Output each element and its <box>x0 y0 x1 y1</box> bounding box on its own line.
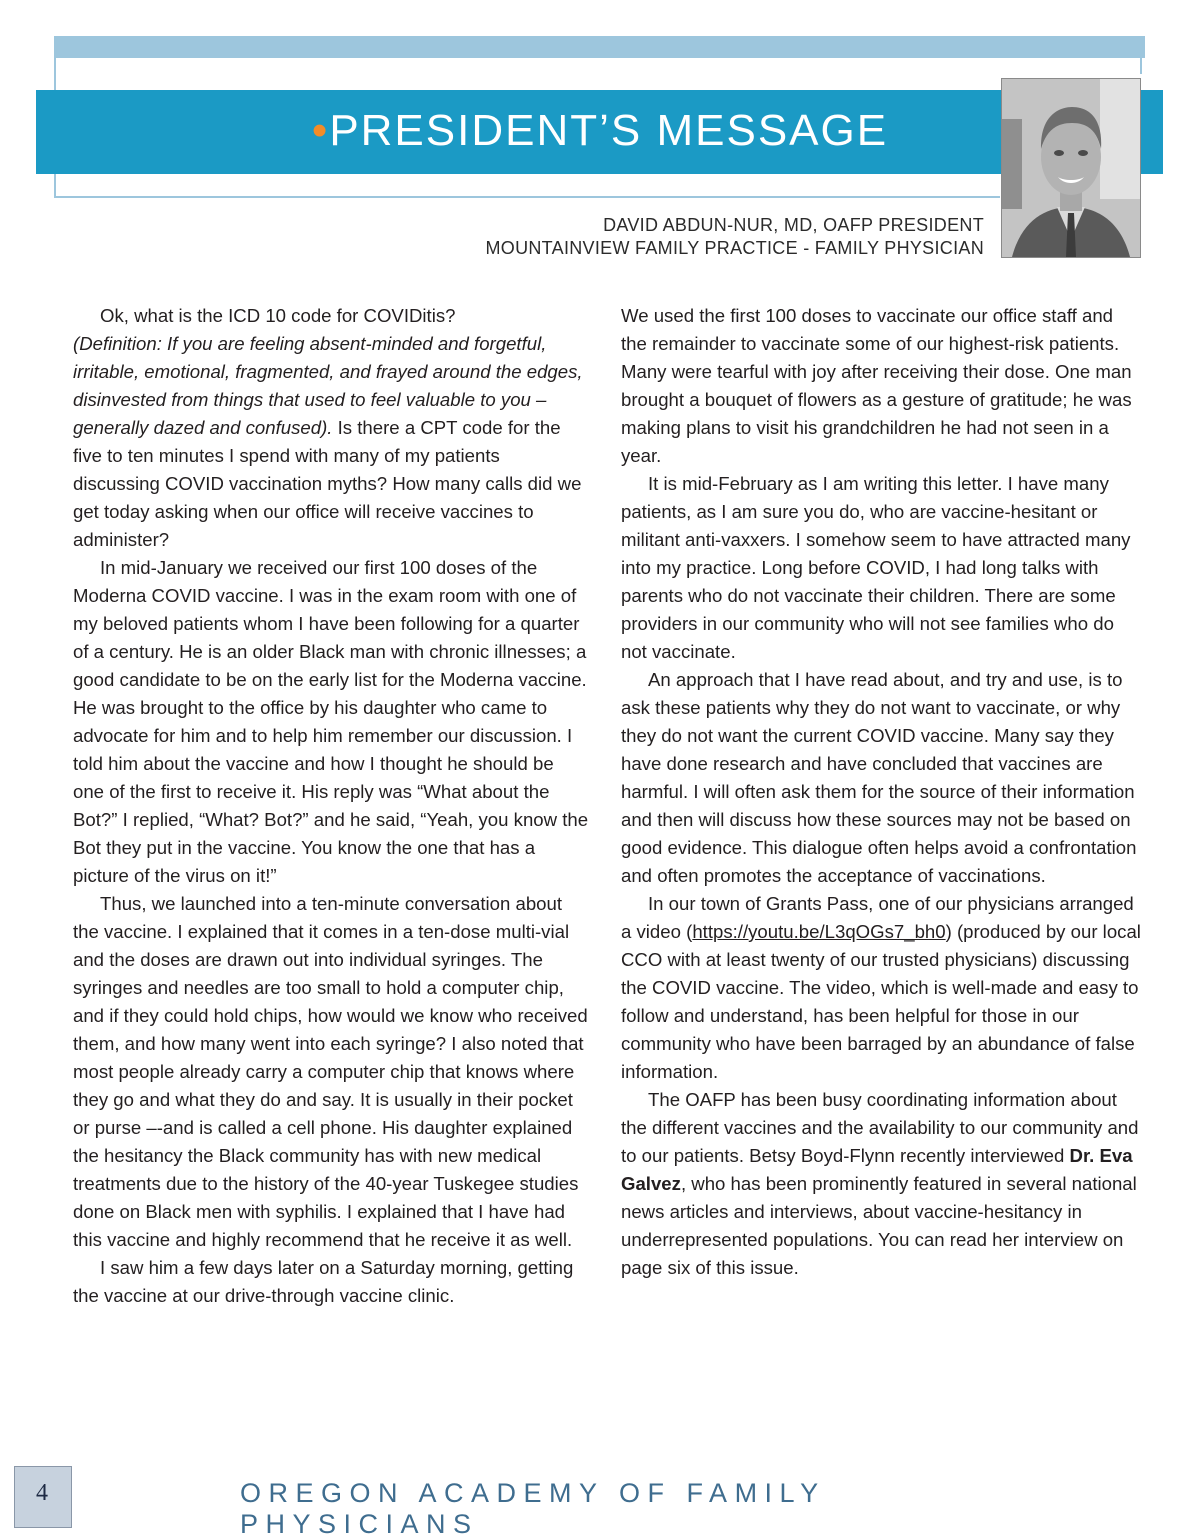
paragraph-text: ) (produced by our local CCO with at least twenty of our trusted physicians) discussing the COVID vaccine. The video, which is well-made and easy to follow and understand, has been helpful for those in our community who have been barraged by an abundance of false information. <box>621 921 1141 1082</box>
author-name-title: DAVID ABDUN-NUR, MD, OAFP PRESIDENT <box>603 215 984 235</box>
title-bullet: • <box>311 106 330 155</box>
paragraph-text: In our town of Grants Pass, one of our physicians arranged a video ( <box>621 893 1134 942</box>
article-column-left <box>73 302 589 1310</box>
author-photo <box>1001 78 1141 258</box>
author-byline <box>485 214 984 260</box>
title-text: PRESIDENT’S MESSAGE <box>329 106 889 155</box>
video-link[interactable]: https://youtu.be/L3qOGs7_bh0 <box>692 921 946 942</box>
article-column-right <box>621 302 1141 1282</box>
article-paragraph <box>621 1086 1141 1282</box>
interviewee-name: Dr. Eva Galvez <box>621 1145 1133 1194</box>
definition-italic: (Definition: If you are feeling absent-minded and forgetful, irritable, emotional, fragmented, and frayed around the edges, disinvested from things that used to feel valuable to you – generally dazed and confused). <box>73 333 583 438</box>
article-paragraph <box>621 890 1141 1086</box>
article-paragraph: I saw him a few days later on a Saturday morning, getting the vaccine at our drive-through vaccine clinic. <box>73 1257 574 1306</box>
header-frame-bottom <box>54 196 1000 198</box>
article-paragraph: Thus, we launched into a ten-minute conversation about the vaccine. I explained that it comes in a ten-dose multi-vial and the doses are drawn out into individual syringes. The syringes and needles are too small to hold a computer chip, and if they could hold chips, how would we know who received them, and how many went into each syringe? I also noted that most people already carry a computer chip that knows where they go and what they do and say. It is usually in their pocket or purse –-and is called a cell phone. His daughter explained the hesitancy the Black community has with new medical treatments due to the history of the 40-year Tuskegee studies done on Black men with syphilis. I explained that I have had this vaccine and highly recommend that he receive it as well. <box>73 893 588 1250</box>
article-paragraph: In mid-January we received our first 100 doses of the Moderna COVID vaccine. I was in the exam room with one of my beloved patients whom I have been following for a quarter of a century. He is an older Black man with chronic illnesses; a good candidate to be on the early list for the Moderna vaccine. He was brought to the office by his daughter who came to advocate for him and to help him remember our discussion. I told him about the vaccine and how I thought he should be one of the first to receive it. His reply was “What about the Bot?” I replied, “What? Bot?” and he said, “Yeah, you know the Bot they put in the vaccine. You know the one that has a picture of the virus on it!” <box>73 557 589 886</box>
paragraph-text: The OAFP has been busy coordinating information about the different vaccines and the availability to our community and to our patients. Betsy Boyd-Flynn recently interviewed <box>621 1089 1139 1166</box>
author-affiliation: MOUNTAINVIEW FAMILY PRACTICE - FAMILY PHYSICIAN <box>485 238 984 258</box>
article-paragraph <box>73 302 589 554</box>
header-top-bar <box>54 36 1145 58</box>
page-number: 4 <box>36 1480 48 1506</box>
header-frame-right <box>1140 58 1142 74</box>
article-paragraph: An approach that I have read about, and try and use, is to ask these patients why they do not want to vaccinate, or why they do not want the current COVID vaccine. Many say they have done research and have concluded that vaccines are harmful. I will often ask them for the source of their information and then will discuss how these sources may not be based on good evidence. This dialogue often helps avoid a confrontation and often promotes the acceptance of vaccinations. <box>621 669 1137 886</box>
paragraph-text: , who has been prominently featured in several national news articles and interviews, about vaccine-hesitancy in underrepresented populations. You can read her interview on page six of this issue. <box>621 1173 1137 1278</box>
publication-footer: OREGON ACADEMY OF FAMILY PHYSICIANS <box>240 1478 826 1539</box>
article-paragraph: We used the first 100 doses to vaccinate our office staff and the remainder to vaccinate some of our highest-risk patients. Many were tearful with joy after receiving their dose. One man brought a bouquet of flowers as a gesture of gratitude; he was making plans to visit his grandchildren he had not seen in a year. <box>621 305 1132 466</box>
paragraph-text: Is there a CPT code for the five to ten minutes I spend with many of my patients discussing COVID vaccination myths? How many calls did we get today asking when our office will receive vaccines to administer? <box>73 417 582 550</box>
paragraph-text: Ok, what is the ICD 10 code for COVIDitis? <box>100 305 456 326</box>
article-paragraph: It is mid-February as I am writing this letter. I have many patients, as I am sure you do, who are vaccine-hesitant or militant anti-vaxxers. I somehow seem to have attracted many into my practice. Long before COVID, I had long talks with parents who do not vaccinate their children. There are some providers in our community who will not see families who do not vaccinate. <box>621 473 1131 662</box>
